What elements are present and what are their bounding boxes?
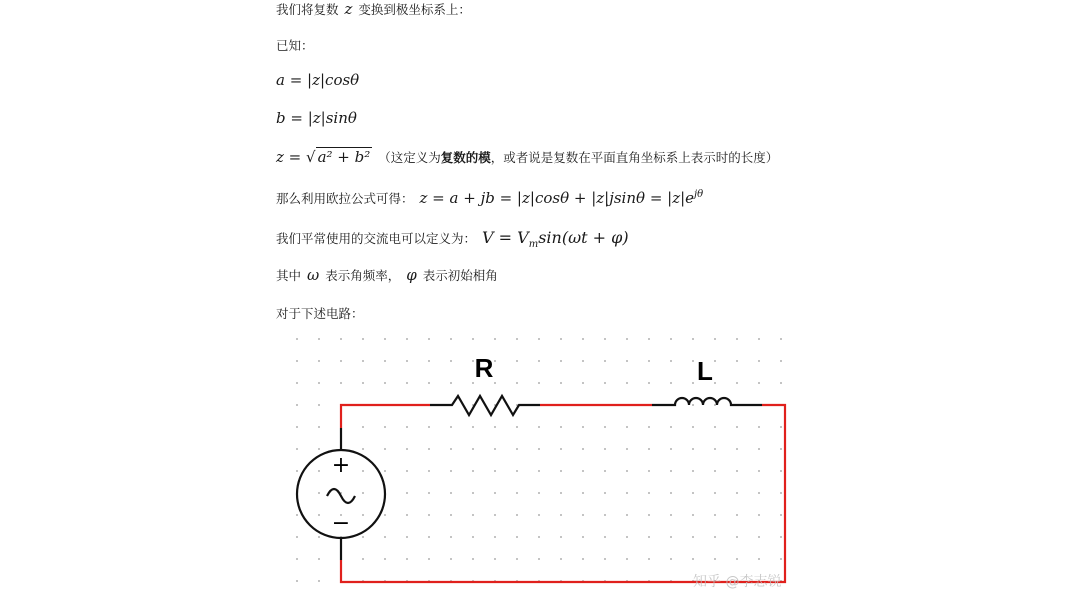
inductor-label: L bbox=[697, 356, 713, 386]
plus-sign: + bbox=[331, 453, 351, 478]
text: 其中 bbox=[276, 268, 302, 283]
text: 已知： bbox=[276, 38, 314, 53]
math: z = a + jb = |z|cosθ + |z|jsinθ = |z|e bbox=[419, 189, 695, 207]
watermark: 知乎 @李志锐 bbox=[693, 574, 782, 590]
math: b = |z|sinθ bbox=[276, 109, 357, 127]
text: 对于下述电路： bbox=[276, 306, 364, 321]
text: （这定义为 bbox=[378, 150, 441, 165]
resistor-label: R bbox=[474, 353, 494, 383]
math-sup: jθ bbox=[694, 189, 704, 200]
inductor-symbol bbox=[652, 398, 762, 405]
minus-sign: − bbox=[331, 511, 351, 536]
text: 我们平常使用的交流电可以定义为： bbox=[276, 231, 477, 246]
math-var: ω bbox=[307, 266, 320, 284]
sine-wave-icon bbox=[327, 489, 355, 503]
bold-text: 复数的模 bbox=[440, 150, 491, 165]
text: 我们将复数 bbox=[276, 2, 339, 17]
math-sub: m bbox=[528, 239, 539, 251]
text: 变换到极坐标系上： bbox=[358, 2, 471, 17]
text: 那么利用欧拉公式可得： bbox=[276, 191, 414, 206]
math: z = √ bbox=[276, 148, 316, 166]
text: 表示初始相角 bbox=[422, 268, 498, 283]
text: ，或者说是复数在平面直角坐标系上表示时的长度） bbox=[490, 150, 779, 165]
math: a = |z|cosθ bbox=[276, 71, 360, 89]
math: V = V bbox=[482, 228, 529, 247]
resistor-symbol bbox=[430, 396, 540, 415]
math-var: z bbox=[344, 0, 353, 18]
text: 表示角频率， bbox=[325, 268, 401, 283]
math: sin(ωt + φ) bbox=[538, 228, 629, 247]
math-radicand: a² + b² bbox=[317, 148, 371, 166]
wire-top-left bbox=[341, 405, 430, 428]
math-var: φ bbox=[406, 266, 417, 284]
